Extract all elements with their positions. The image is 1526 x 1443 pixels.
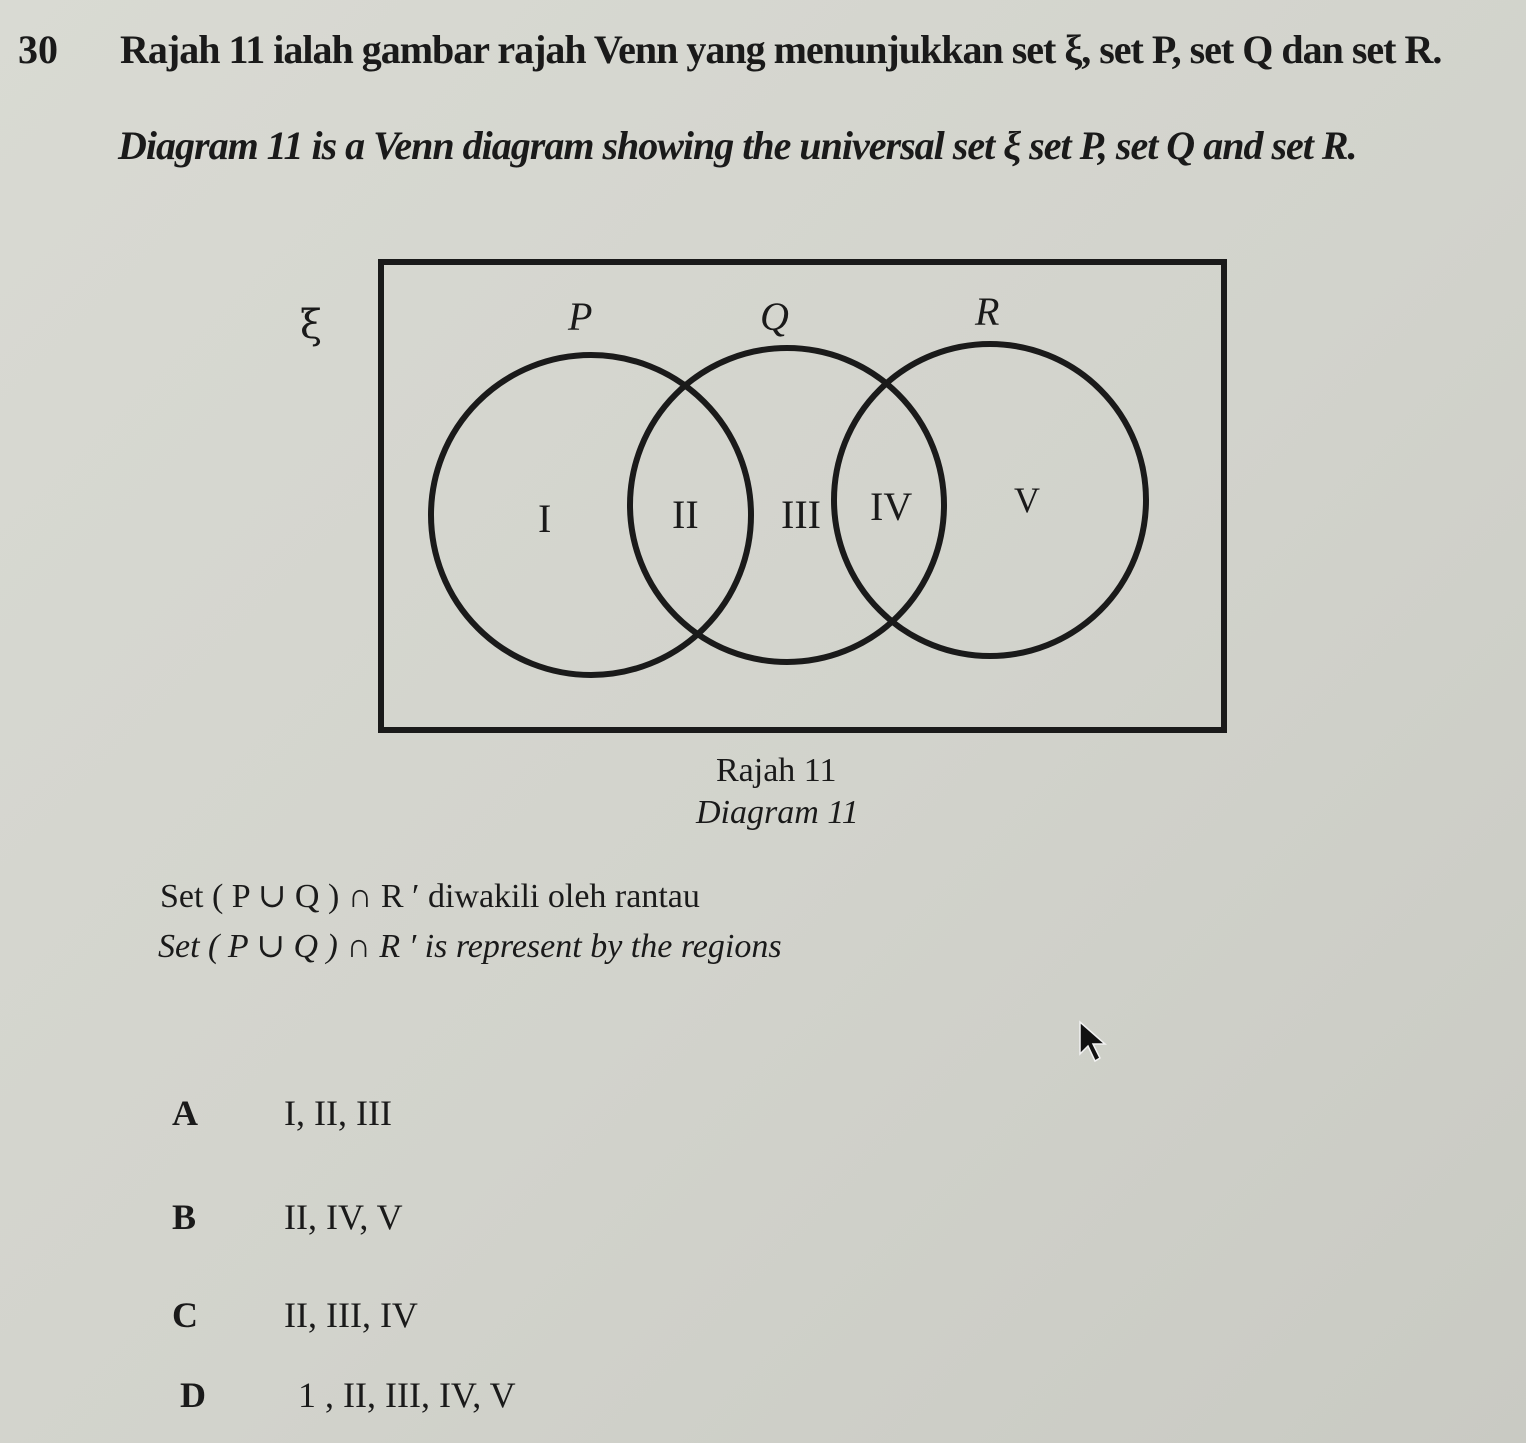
question-text-english: Diagram 11 is a Venn diagram showing the universal set ξ set P, set Q and set R.	[118, 123, 1357, 168]
option-letter: A	[172, 1093, 198, 1133]
region-label: II	[672, 492, 699, 537]
option-c[interactable]	[172, 1294, 418, 1336]
option-letter: C	[172, 1295, 198, 1335]
statement-english: Set ( P ∪ Q ) ∩ R ′ is represent by the regions	[158, 928, 782, 965]
option-text: II, IV, V	[284, 1197, 403, 1237]
region-label: IV	[870, 484, 913, 529]
option-text: I, II, III	[284, 1093, 392, 1133]
option-letter: B	[172, 1197, 197, 1237]
option-a[interactable]	[172, 1092, 392, 1134]
circle-p	[431, 355, 751, 675]
set-label-p: P	[568, 294, 593, 339]
mouse-cursor-icon	[1078, 1020, 1112, 1064]
set-label-q: Q	[760, 294, 789, 339]
region-label: III	[781, 492, 821, 537]
option-letter: D	[180, 1375, 206, 1415]
statement-malay: Set ( P ∪ Q ) ∩ R ′ diwakili oleh rantau	[160, 878, 700, 915]
option-text: 1 , II, III, IV, V	[298, 1375, 516, 1415]
diagram-caption-english: Diagram 11	[696, 794, 859, 831]
option-text: II, III, IV	[284, 1295, 418, 1335]
universal-set-label: ξ	[300, 302, 323, 348]
diagram-caption-malay: Rajah 11	[716, 752, 837, 789]
option-d[interactable]	[180, 1374, 516, 1416]
region-label: I	[538, 496, 552, 541]
region-label: V	[1014, 480, 1040, 520]
option-b[interactable]	[172, 1196, 403, 1238]
set-label-r: R	[975, 289, 1000, 334]
question-number: 30	[18, 27, 58, 72]
question-text-malay: Rajah 11 ialah gambar rajah Venn yang menunjukkan set ξ, set P, set Q dan set R.	[120, 27, 1442, 72]
